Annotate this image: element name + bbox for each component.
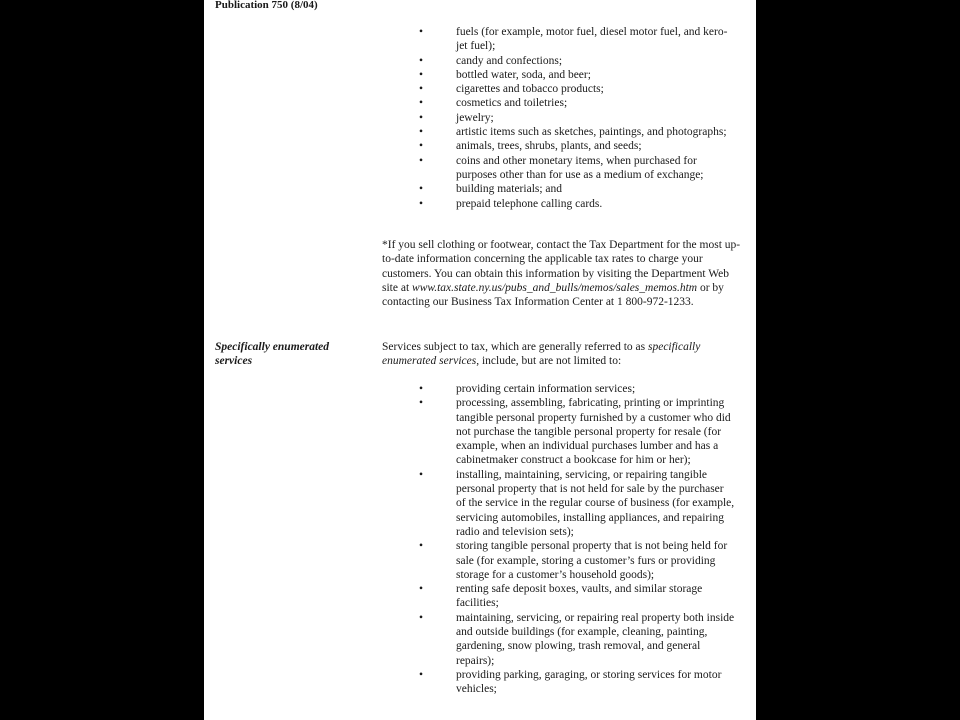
list-item: • coins and other monetary items, when purchased for purposes other than for use as a medium of exchange; [419,154,704,181]
list-item: • providing parking, garaging, or storing services for motor vehicles; [419,668,722,696]
document-page [204,0,756,720]
list-item: • renting safe deposit boxes, vaults, and similar storage facilities; [419,583,703,610]
bullet-icon: • [419,68,424,81]
bullet-icon: • [419,126,424,139]
list-item: • jewelry; [419,111,494,124]
bullet-icon: • [419,140,424,153]
bullet-icon: • [419,26,424,38]
list-item: • animals, trees, shrubs, plants, and seeds; [419,140,642,153]
bullet-icon: • [419,183,424,196]
list-item: • artistic items such as sketches, paintings, and photographs; [419,126,727,139]
section-heading: Specifically enumerated services [215,341,330,368]
list-item: • bottled water, soda, and beer; [419,68,591,81]
bullet-icon: • [419,83,424,96]
publication-header: Publication 750 (8/04) [215,0,318,11]
taxable-goods-list [204,25,736,211]
bullet-icon: • [419,111,424,124]
clothing-note: *If you sell clothing or footwear, contact the Tax Department for the most up-to-date information concerning the applicable tax rates to charge your customers. You can obtain this information by visiting the Department Web site at www.tax.state.ny.us/pubs_and_bulls/memos/sales_memos.htm or by contacting our Business Tax Information Center at 1 800-972-1233. [382,239,741,309]
list-item: • installing, maintaining, servicing, or repairing tangible personal property that is not held for sale by the purchaser of the service in the regular course of business (for example, servicing automobiles, installing appliances, and repairing radio and television sets); [419,468,735,538]
enumerated-services-list [204,382,736,697]
bullet-icon: • [419,611,424,624]
bullet-icon: • [419,540,424,553]
list-item: • cosmetics and toiletries; [419,97,568,110]
list-item: • processing, assembling, fabricating, printing or imprinting tangible personal property furnished by a customer who did not purchase the tangible personal property for resale (for example, when an individual purchases lumber and has a cabinetmaker construct a bookcase for him or her); [419,397,731,467]
section-intro: Services subject to tax, which are generally referred to as specifically enumerated services, include, but are not limited to: [382,341,701,368]
bullet-icon: • [419,468,424,481]
bullet-icon: • [419,97,424,110]
list-item: • storing tangible personal property that is not being held for sale (for example, storing a customer’s furs or providing storage for a customer’s household goods); [419,540,728,581]
bullet-icon: • [419,383,424,395]
list-item: • building materials; and [419,183,563,196]
list-item: • candy and confections; [419,54,563,67]
bullet-icon: • [419,197,424,210]
list-item: • fuels (for example, motor fuel, diesel motor fuel, and kero-jet fuel); [419,26,728,53]
list-item: • providing certain information services; [419,383,636,395]
bullet-icon: • [419,397,424,410]
bullet-icon: • [419,54,424,67]
bullet-icon: • [419,154,424,167]
list-item: • prepaid telephone calling cards. [419,197,603,210]
list-item: • cigarettes and tobacco products; [419,83,604,96]
list-item: • maintaining, servicing, or repairing real property both inside and outside buildings (for example, cleaning, painting, gardening, snow plowing, trash removal, and general repairs); [419,611,735,667]
bullet-icon: • [419,583,424,596]
bullet-icon: • [419,668,424,681]
department-url: www.tax.state.ny.us/pubs_and_bulls/memos/sales_memos.htm [412,281,698,294]
